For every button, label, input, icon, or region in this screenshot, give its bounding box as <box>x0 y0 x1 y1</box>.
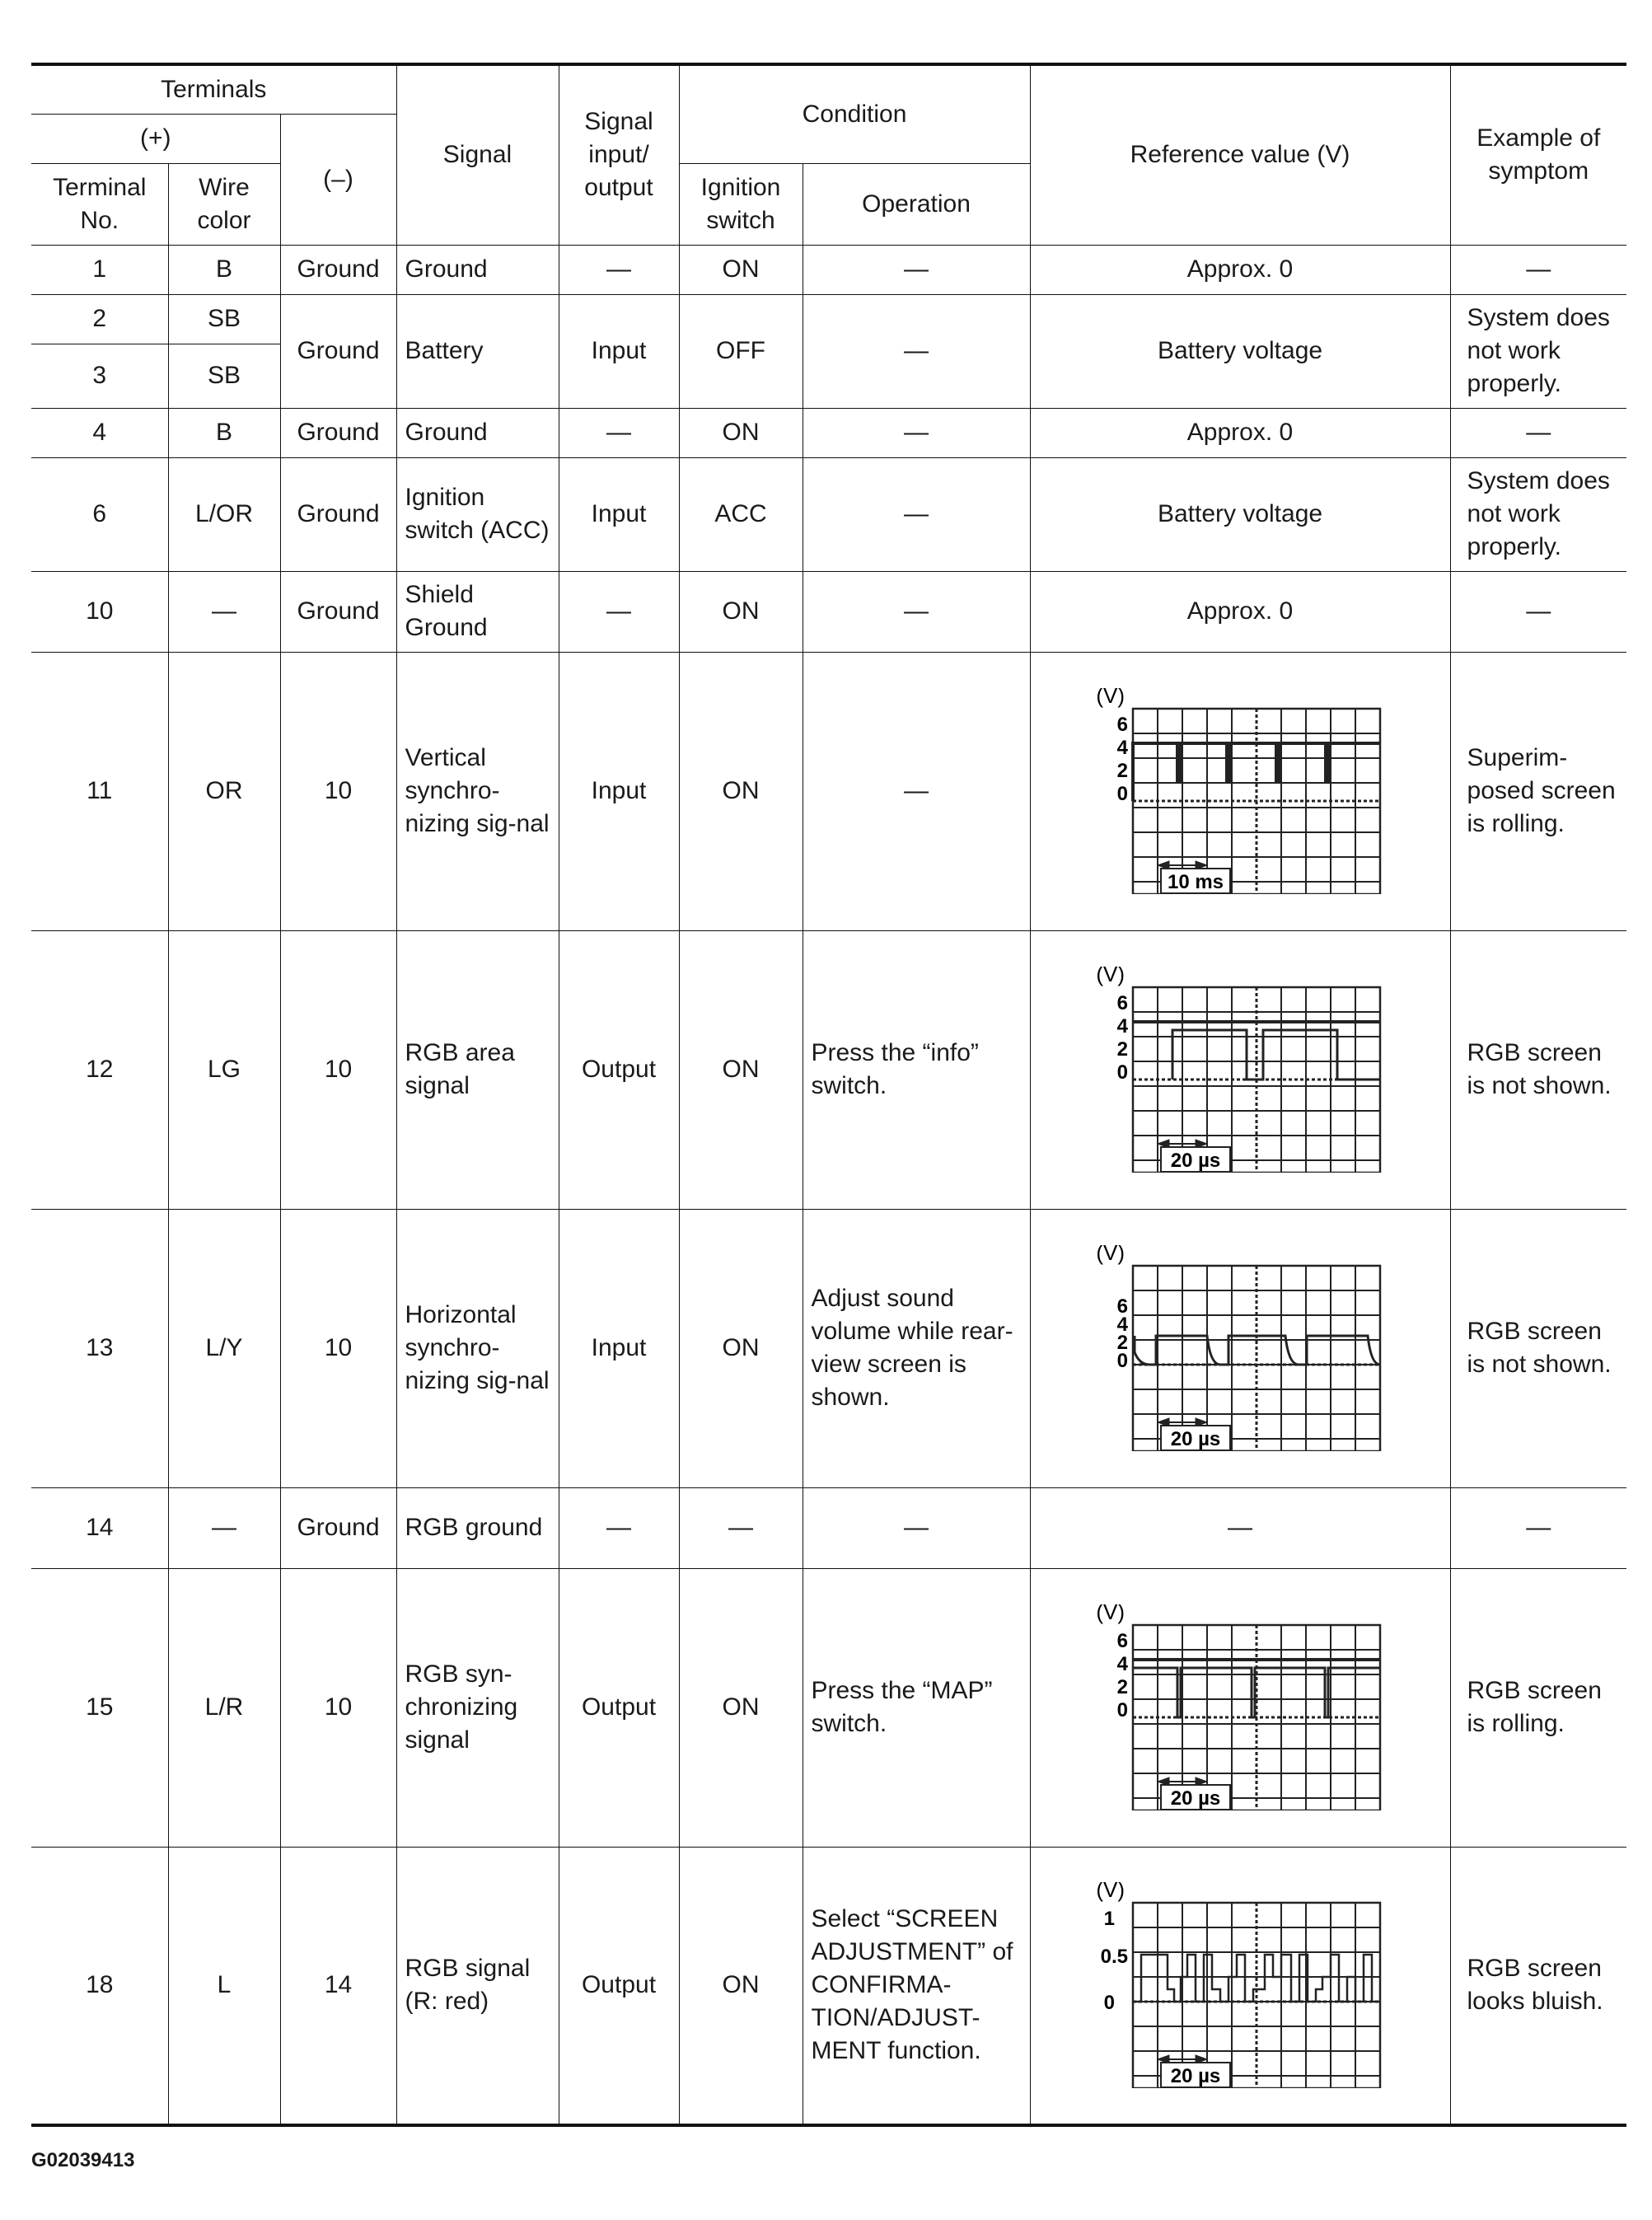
scope-unit: (V) <box>1096 1882 1126 1903</box>
wire-color: SB <box>168 294 280 344</box>
scope-tick: 0 <box>1116 1350 1129 1372</box>
signal-io: Input <box>559 457 679 571</box>
symptom: — <box>1450 245 1626 294</box>
scope-tick: 2 <box>1116 1332 1129 1354</box>
scope-unit: (V) <box>1096 967 1126 986</box>
terminal-no: 12 <box>31 930 168 1209</box>
ignition-switch: — <box>679 1487 803 1568</box>
ignition-switch: ON <box>679 652 803 930</box>
signal-io: — <box>559 1487 679 1568</box>
signal-name: Vertical synchro-nizing sig-nal <box>396 652 559 930</box>
table-row <box>31 294 1626 344</box>
symptom: RGB screen is not shown. <box>1450 1209 1626 1487</box>
operation: Press the “MAP” switch. <box>803 1568 1030 1847</box>
table-row <box>31 1568 1626 1847</box>
reference-value <box>1030 1847 1450 2125</box>
ignition-switch: ON <box>679 408 803 457</box>
terminal-no: 13 <box>31 1209 168 1487</box>
terminal-no: 4 <box>31 408 168 457</box>
scope-time-label: 20 µs <box>1170 1428 1221 1450</box>
operation: Adjust sound volume while rear- view screen is shown. <box>803 1209 1030 1487</box>
scope-tick: 4 <box>1116 1015 1129 1037</box>
operation: Press the “info” switch. <box>803 930 1030 1209</box>
table-row <box>31 1487 1626 1568</box>
ignition-switch: ON <box>679 1847 803 2125</box>
table-row <box>31 1847 1626 2125</box>
symptom: System does not work properly. <box>1450 457 1626 571</box>
signal-name: Battery <box>396 294 559 408</box>
signal-io: Input <box>559 1209 679 1487</box>
symptom: RGB screen is rolling. <box>1450 1568 1626 1847</box>
wire-color: OR <box>168 652 280 930</box>
scope-tick: 0 <box>1116 1061 1129 1084</box>
scope-tick: 6 <box>1116 992 1129 1014</box>
signal-io: Output <box>559 1568 679 1847</box>
operation: — <box>803 571 1030 652</box>
scope-tick: 6 <box>1116 1295 1129 1318</box>
scope-tick: 0 <box>1116 783 1129 805</box>
ignition-switch: ON <box>679 1209 803 1487</box>
table-row <box>31 1209 1626 1487</box>
minus-terminal: 10 <box>280 930 396 1209</box>
operation: — <box>803 652 1030 930</box>
scope-tick: 2 <box>1116 1676 1129 1698</box>
symptom: — <box>1450 571 1626 652</box>
waveform-vsync <box>1075 688 1405 894</box>
operation: — <box>803 1487 1030 1568</box>
minus-terminal: 14 <box>280 1847 396 2125</box>
header-example-symptom: Example of symptom <box>1450 64 1626 245</box>
wire-color: L/OR <box>168 457 280 571</box>
scope-unit: (V) <box>1096 1604 1126 1624</box>
wire-color: L <box>168 1847 280 2125</box>
header-signal-io: Signal input/ output <box>559 64 679 245</box>
wire-color: L/R <box>168 1568 280 1847</box>
header-terminals: Terminals <box>31 64 396 114</box>
operation: — <box>803 294 1030 408</box>
terminal-no: 18 <box>31 1847 168 2125</box>
signal-io: Output <box>559 1847 679 2125</box>
header-reference-value: Reference value (V) <box>1030 64 1450 245</box>
reference-value <box>1030 1568 1450 1847</box>
signal-io: Input <box>559 652 679 930</box>
minus-terminal: Ground <box>280 294 396 408</box>
table-row <box>31 571 1626 652</box>
signal-name: RGB syn-chronizing signal <box>396 1568 559 1847</box>
table-row <box>31 930 1626 1209</box>
scope-tick: 2 <box>1116 760 1129 782</box>
header-signal: Signal <box>396 64 559 245</box>
scope-unit: (V) <box>1096 1245 1126 1265</box>
signal-io: — <box>559 245 679 294</box>
signal-io: Output <box>559 930 679 1209</box>
operation: — <box>803 245 1030 294</box>
waveform-rgb-sync <box>1075 1604 1405 1810</box>
table-row <box>31 457 1626 571</box>
symptom: RGB screen is not shown. <box>1450 930 1626 1209</box>
minus-terminal: Ground <box>280 457 396 571</box>
terminal-no: 6 <box>31 457 168 571</box>
minus-terminal: 10 <box>280 652 396 930</box>
signal-name: Ignition switch (ACC) <box>396 457 559 571</box>
waveform-hsync <box>1075 1245 1405 1451</box>
minus-terminal: 10 <box>280 1209 396 1487</box>
scope-tick: 1 <box>1103 1908 1116 1931</box>
waveform-rgb-area <box>1075 967 1405 1173</box>
signal-name: RGB area signal <box>396 930 559 1209</box>
terminal-no: 14 <box>31 1487 168 1568</box>
scope-tick: 0 <box>1103 1992 1116 2015</box>
signal-name: Ground <box>396 245 559 294</box>
reference-value: Battery voltage <box>1030 294 1450 408</box>
header-condition: Condition <box>679 64 1030 163</box>
ignition-switch: ON <box>679 1568 803 1847</box>
signal-name: RGB signal (R: red) <box>396 1847 559 2125</box>
terminal-no: 2 <box>31 294 168 344</box>
ignition-switch: ON <box>679 245 803 294</box>
header-operation: Operation <box>803 163 1030 245</box>
terminal-no: 3 <box>31 344 168 408</box>
operation: — <box>803 457 1030 571</box>
signal-io: Input <box>559 294 679 408</box>
signal-io: — <box>559 571 679 652</box>
signal-name: Ground <box>396 408 559 457</box>
scope-time-label: 20 µs <box>1170 1787 1221 1810</box>
wire-color: LG <box>168 930 280 1209</box>
scope-tick: 6 <box>1116 714 1129 736</box>
scope-tick: 0 <box>1116 1699 1129 1721</box>
signal-name: Horizontal synchro-nizing sig-nal <box>396 1209 559 1487</box>
scope-tick: 4 <box>1116 737 1129 759</box>
wire-color: B <box>168 245 280 294</box>
symptom: — <box>1450 1487 1626 1568</box>
minus-terminal: Ground <box>280 1487 396 1568</box>
reference-value: Approx. 0 <box>1030 245 1450 294</box>
scope-tick: 4 <box>1116 1653 1129 1675</box>
wire-color: — <box>168 1487 280 1568</box>
ignition-switch: ACC <box>679 457 803 571</box>
reference-value: — <box>1030 1487 1450 1568</box>
table-row <box>31 245 1626 294</box>
symptom: Superim-posed screen is rolling. <box>1450 652 1626 930</box>
terminal-no: 10 <box>31 571 168 652</box>
header-ignition-switch: Ignition switch <box>679 163 803 245</box>
minus-terminal: 10 <box>280 1568 396 1847</box>
header-plus: (+) <box>31 114 280 163</box>
reference-value <box>1030 930 1450 1209</box>
reference-value <box>1030 1209 1450 1487</box>
waveform-rgb-red <box>1075 1882 1405 2088</box>
wire-color: B <box>168 408 280 457</box>
signal-name: Shield Ground <box>396 571 559 652</box>
symptom: System does not work properly. <box>1450 294 1626 408</box>
minus-terminal: Ground <box>280 408 396 457</box>
symptom: — <box>1450 408 1626 457</box>
table-row <box>31 652 1626 930</box>
operation: — <box>803 408 1030 457</box>
reference-value: Approx. 0 <box>1030 408 1450 457</box>
wire-color: — <box>168 571 280 652</box>
operation: Select “SCREEN ADJUSTMENT” of CONFIRMA-TION/ADJUST-MENT function. <box>803 1847 1030 2125</box>
terminal-no: 11 <box>31 652 168 930</box>
scope-time-label: 10 ms <box>1167 871 1224 893</box>
minus-terminal: Ground <box>280 571 396 652</box>
ignition-switch: ON <box>679 930 803 1209</box>
figure-id: G02039413 <box>31 2149 135 2171</box>
scope-tick: 2 <box>1116 1038 1129 1061</box>
signal-name: RGB ground <box>396 1487 559 1568</box>
terminal-spec-table <box>31 63 1626 2127</box>
symptom: RGB screen looks bluish. <box>1450 1847 1626 2125</box>
scope-unit: (V) <box>1096 688 1126 708</box>
scope-tick: 4 <box>1116 1314 1129 1336</box>
header-terminal-no: Terminal No. <box>31 163 168 245</box>
wire-color: L/Y <box>168 1209 280 1487</box>
scope-time-label: 20 µs <box>1170 2065 1221 2088</box>
ignition-switch: OFF <box>679 294 803 408</box>
header-wire-color: Wire color <box>168 163 280 245</box>
scope-time-label: 20 µs <box>1170 1150 1221 1172</box>
reference-value <box>1030 652 1450 930</box>
reference-value: Approx. 0 <box>1030 571 1450 652</box>
terminal-no: 15 <box>31 1568 168 1847</box>
header-minus: (–) <box>280 114 396 245</box>
minus-terminal: Ground <box>280 245 396 294</box>
signal-io: — <box>559 408 679 457</box>
wire-color: SB <box>168 344 280 408</box>
scope-tick: 6 <box>1116 1630 1129 1652</box>
ignition-switch: ON <box>679 571 803 652</box>
table-row <box>31 408 1626 457</box>
reference-value: Battery voltage <box>1030 457 1450 571</box>
scope-tick: 0.5 <box>1100 1946 1129 1969</box>
terminal-no: 1 <box>31 245 168 294</box>
